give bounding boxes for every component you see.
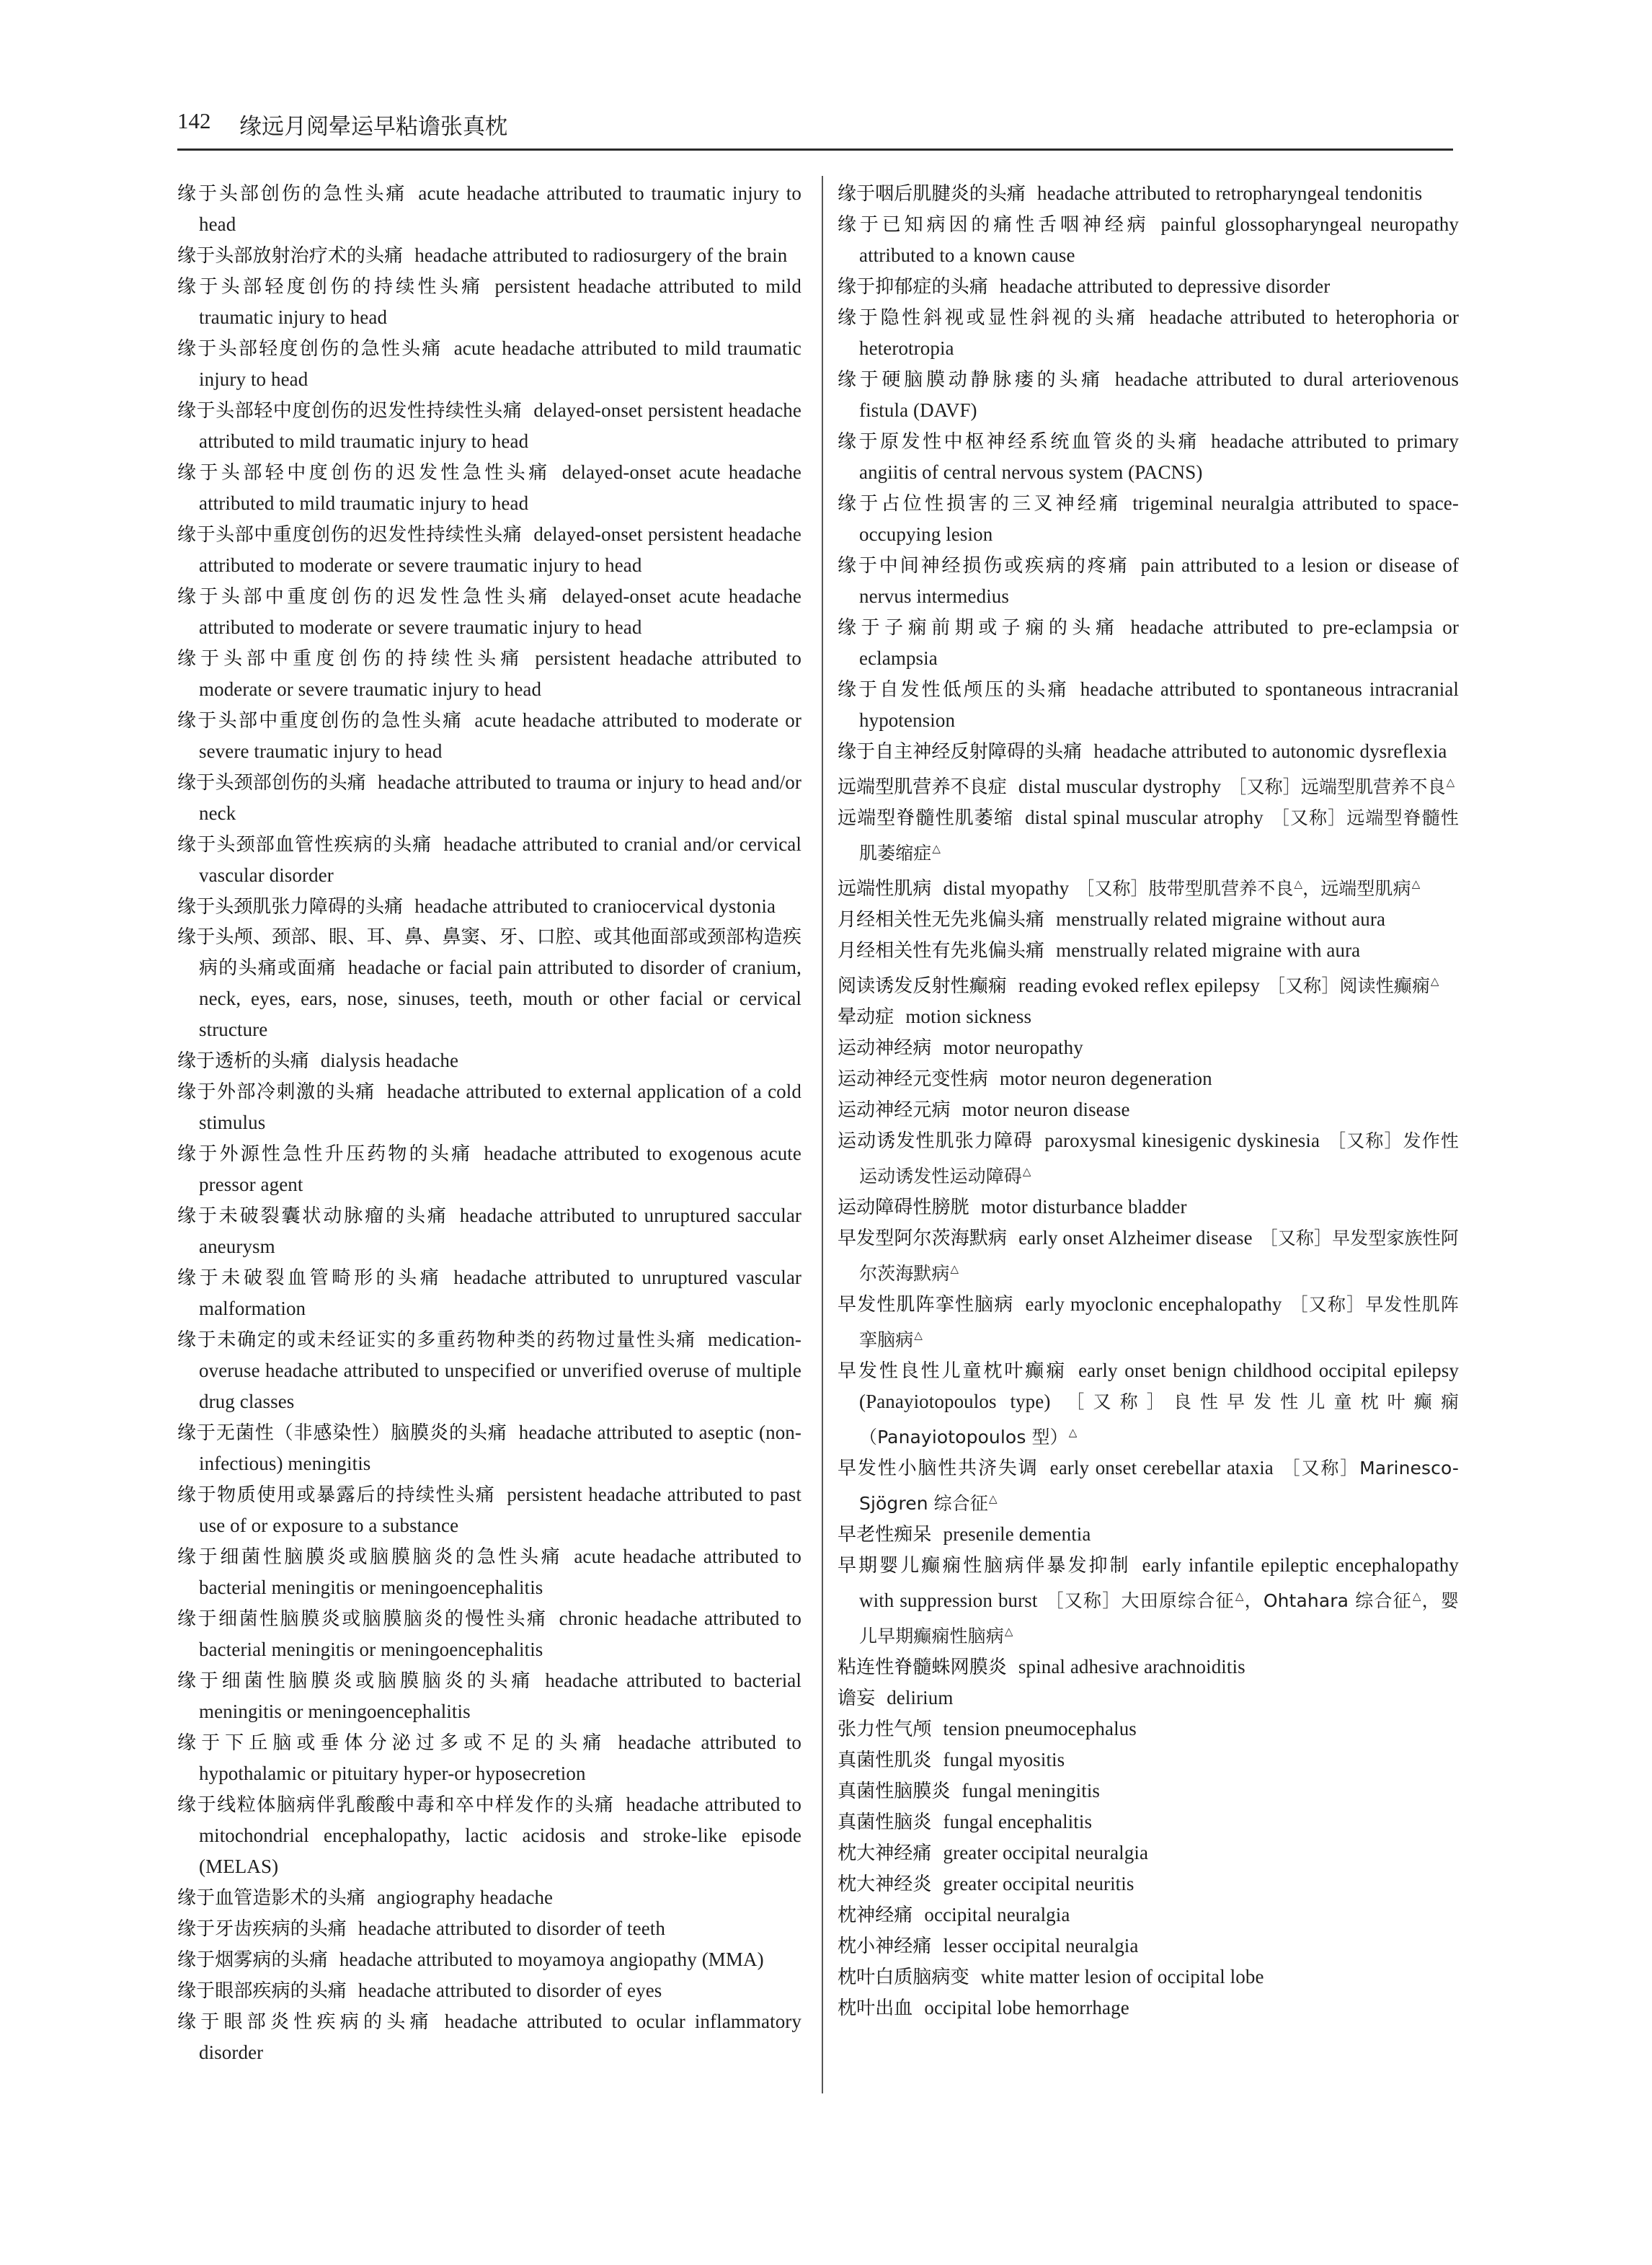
entry-english: greater occipital neuritis (943, 1873, 1134, 1894)
entry-english: reading evoked reflex epilepsy (1018, 975, 1261, 996)
glossary-entry (177, 1324, 801, 1417)
entry-english: headache attributed to cranial and/or cervical vascular disorder (199, 833, 801, 886)
entry-alias: ［又称］良性早发性儿童枕叶癫痫（Panayiotopoulos 型）△ (859, 1391, 1459, 1448)
triangle-mark-icon: △ (1235, 1590, 1245, 1603)
glossary-entry (838, 1931, 1459, 1962)
entry-english: headache attributed to external application of a cold stimulus (199, 1081, 801, 1133)
entry-english: trigeminal neuralgia attributed to space-occupying lesion (859, 492, 1459, 545)
glossary-entry (177, 1944, 801, 1975)
triangle-mark-icon: △ (1068, 1426, 1078, 1439)
entry-english: motion sickness (905, 1006, 1032, 1027)
entry-term: 缘于外部冷刺激的头痛 (177, 1081, 376, 1103)
entry-term: 缘于头部中重度创伤的持续性头痛 (177, 648, 524, 670)
entry-term: 运动神经病 (838, 1037, 932, 1059)
entry-term: 缘于隐性斜视或显性斜视的头痛 (838, 307, 1138, 329)
entry-term: 缘于眼部炎性疾病的头痛 (177, 2011, 433, 2033)
entry-term: 缘于头颅、颈部、眼、耳、鼻、鼻窦、牙、口腔、或其他面部或颈部构造疾病的头痛或面痛 (177, 926, 801, 979)
entry-term: 缘于抑郁症的头痛 (838, 276, 988, 298)
entry-english: menstrually related migraine with aura (1056, 939, 1361, 961)
glossary-entry (177, 1727, 801, 1789)
glossary-entry (838, 802, 1459, 869)
glossary-entry (177, 1789, 801, 1882)
glossary-entry (838, 209, 1459, 271)
entry-english: persistent headache attributed to past use of or exposure to a substance (199, 1484, 801, 1536)
triangle-mark-icon: △ (1022, 1165, 1031, 1178)
column-divider (822, 176, 823, 2093)
triangle-mark-icon: △ (932, 842, 941, 855)
entry-english: painful glossopharyngeal neuropathy attributed to a known cause (859, 213, 1460, 266)
glossary-entry (838, 1125, 1459, 1192)
page-header (177, 108, 1453, 151)
entry-english: angiography headache (377, 1887, 554, 1908)
glossary-entry (177, 891, 801, 922)
glossary-entry (177, 2006, 801, 2068)
entry-term: 月经相关性有先兆偏头痛 (838, 940, 1045, 962)
entry-english: persistent headache attributed to mild traumatic injury to head (199, 275, 801, 328)
running-title: 缘远月阅晕运早粘谵张真枕 (239, 114, 507, 140)
entry-term: 早发性良性儿童枕叶癫痫 (838, 1360, 1067, 1382)
entry-term: 缘于硬脑膜动静脉瘘的头痛 (838, 369, 1103, 391)
entry-alias: ［又称］发作性运动诱发性运动障碍△ (859, 1130, 1459, 1187)
entry-english: headache attributed to disorder of eyes (358, 1980, 662, 2001)
entry-term: 缘于子痫前期或子痫的头痛 (838, 617, 1119, 639)
entry-term: 谵妄 (838, 1688, 876, 1709)
entry-english: occipital neuralgia (924, 1904, 1070, 1925)
entry-term: 缘于原发性中枢神经系统血管炎的头痛 (838, 431, 1200, 453)
entry-term: 缘于血管造影术的头痛 (177, 1887, 366, 1909)
glossary-entry (177, 767, 801, 829)
entry-english: early onset cerebellar ataxia (1049, 1457, 1274, 1479)
entry-term: 缘于头颈部创伤的头痛 (177, 772, 366, 794)
glossary-entry (838, 1683, 1459, 1714)
glossary-entry (177, 1479, 801, 1541)
glossary-entry (177, 1417, 801, 1479)
entry-english: headache attributed to retropharyngeal tendonitis (1037, 182, 1423, 204)
entry-english: headache attributed to unruptured vascular malformation (199, 1267, 801, 1319)
glossary-entry (177, 643, 801, 705)
entry-term: 运动诱发性肌张力障碍 (838, 1130, 1034, 1152)
glossary-entry (838, 966, 1459, 1001)
entry-term: 缘于头部创伤的急性头痛 (177, 183, 407, 205)
entry-english: distal spinal muscular atrophy (1025, 807, 1264, 828)
glossary-entry (177, 519, 801, 581)
glossary-entry (838, 869, 1459, 904)
entry-english: dialysis headache (320, 1050, 459, 1071)
glossary-entry (177, 1076, 801, 1138)
entry-english: headache attributed to spontaneous intracranial hypotension (859, 678, 1459, 731)
entry-english: headache attributed to disorder of teeth (358, 1918, 665, 1939)
glossary-entry (177, 705, 801, 767)
entry-english: occipital lobe hemorrhage (924, 1997, 1129, 2018)
triangle-mark-icon: △ (950, 1262, 959, 1275)
glossary-entry (838, 1094, 1459, 1125)
entry-english: delayed-onset persistent headache attributed to moderate or severe traumatic injury to head (199, 523, 801, 576)
glossary-entry (838, 302, 1459, 364)
glossary-entry (838, 1289, 1459, 1355)
entry-term: 缘于头部轻度创伤的持续性头痛 (177, 276, 484, 298)
glossary-entry (838, 1869, 1459, 1900)
entry-term: 缘于中间神经损伤或疾病的疼痛 (838, 555, 1129, 577)
entry-english: headache attributed to aseptic (non-infectious) meningitis (199, 1422, 802, 1474)
entry-term: 缘于细菌性脑膜炎或脑膜脑炎的头痛 (177, 1670, 534, 1692)
entry-term: 缘于细菌性脑膜炎或脑膜脑炎的急性头痛 (177, 1546, 563, 1568)
entry-english: acute headache attributed to mild traumatic injury to head (199, 337, 801, 390)
entry-term: 缘于自主神经反射障碍的头痛 (838, 741, 1083, 763)
entry-english: headache attributed to radiosurgery of the brain (414, 244, 788, 266)
entry-english: lesser occipital neuralgia (943, 1935, 1139, 1956)
glossary-entry (838, 1838, 1459, 1869)
entry-term: 缘于头颈肌张力障碍的头痛 (177, 896, 404, 918)
entry-term: 缘于头部放射治疗术的头痛 (177, 245, 404, 267)
entry-term: 早老性痴呆 (838, 1524, 932, 1546)
glossary-entry (838, 1453, 1459, 1519)
entry-english: headache attributed to dural arteriovenous fistula (DAVF) (859, 368, 1459, 421)
entry-english: early onset Alzheimer disease (1018, 1227, 1253, 1249)
entry-english: headache attributed to hypothalamic or pituitary hyper-or hyposecretion (199, 1732, 801, 1784)
entry-english: motor neuron degeneration (999, 1068, 1212, 1089)
entry-term: 缘于外源性急性升压药物的头痛 (177, 1143, 473, 1165)
glossary-entry (838, 488, 1459, 550)
glossary-entry (177, 1913, 801, 1944)
entry-term: 枕大神经痛 (838, 1843, 932, 1864)
entry-term: 早发性肌阵挛性脑病 (838, 1294, 1014, 1316)
entry-term: 运动障碍性膀胱 (838, 1197, 969, 1218)
glossary-entry (838, 1001, 1459, 1032)
glossary-entry (838, 736, 1459, 767)
entry-term: 缘于牙齿疾病的头痛 (177, 1918, 347, 1940)
entry-english: headache attributed to ocular inflammatory disorder (199, 2011, 801, 2063)
glossary-entry (177, 395, 801, 457)
glossary-entry (838, 1993, 1459, 2024)
entry-term: 枕叶白质脑病变 (838, 1967, 969, 1988)
entry-term: 缘于未确定的或未经证实的多重药物种类的药物过量性头痛 (177, 1329, 696, 1351)
entry-term: 远端型脊髓性肌萎缩 (838, 807, 1014, 829)
entry-term: 早发型阿尔茨海默病 (838, 1228, 1008, 1249)
triangle-mark-icon: △ (1294, 877, 1303, 890)
entry-english: motor neuropathy (943, 1037, 1083, 1058)
entry-english: delirium (887, 1687, 954, 1708)
entry-english: acute headache attributed to moderate or severe traumatic injury to head (199, 709, 802, 762)
entry-english: motor disturbance bladder (980, 1196, 1187, 1218)
glossary-entry (838, 767, 1459, 802)
glossary-entry (838, 1652, 1459, 1683)
glossary-entry (177, 1975, 801, 2006)
glossary-entry (177, 1665, 801, 1727)
glossary-entry (838, 1962, 1459, 1993)
entry-term: 缘于未破裂血管畸形的头痛 (177, 1267, 443, 1289)
glossary-entry (838, 612, 1459, 674)
glossary-entry (177, 1541, 801, 1603)
entry-term: 缘于头部中重度创伤的迟发性急性头痛 (177, 586, 551, 608)
glossary-entry (838, 1550, 1459, 1652)
entry-english: delayed-onset persistent headache attributed to mild traumatic injury to head (199, 399, 801, 452)
entry-english: persistent headache attributed to moderate or severe traumatic injury to head (199, 647, 801, 700)
glossary-entry (838, 1745, 1459, 1776)
glossary-entry (177, 333, 801, 395)
entry-term: 早发性小脑性共济失调 (838, 1458, 1039, 1479)
entry-term: 缘于占位性损害的三叉神经痛 (838, 493, 1122, 515)
entry-english: headache attributed to depressive disorder (999, 275, 1331, 297)
entry-english: headache attributed to mitochondrial encephalopathy, lactic acidosis and stroke-like episode (MELAS) (199, 1794, 802, 1877)
entry-english: medication-overuse headache attributed to unspecified or unverified overuse of multiple drug classes (199, 1329, 801, 1412)
right-column (838, 178, 1459, 2024)
entry-term: 缘于线粒体脑病伴乳酸酸中毒和卒中样发作的头痛 (177, 1794, 615, 1816)
entry-term: 枕大神经炎 (838, 1874, 932, 1895)
glossary-entry (177, 1138, 801, 1200)
entry-alias: ［又称］Marinesco-Sjögren 综合征△ (859, 1458, 1459, 1514)
glossary-entry (838, 550, 1459, 612)
entry-english: acute headache attributed to traumatic injury to head (199, 182, 801, 235)
triangle-mark-icon: △ (1412, 1590, 1422, 1603)
entry-term: 远端型肌营养不良症 (838, 776, 1007, 798)
entry-english: paroxysmal kinesigenic dyskinesia (1044, 1130, 1320, 1151)
glossary-entry (177, 271, 801, 333)
entry-term: 缘于头颈部血管性疾病的头痛 (177, 834, 432, 856)
entry-english: headache attributed to primary angiitis of central nervous system (PACNS) (859, 430, 1460, 483)
glossary-entry (838, 1900, 1459, 1931)
entry-english: fungal myositis (943, 1749, 1065, 1770)
glossary-entry (177, 178, 801, 240)
entry-term: 缘于头部轻中度创伤的迟发性持续性头痛 (177, 400, 523, 422)
entry-term: 缘于未破裂囊状动脉瘤的头痛 (177, 1205, 448, 1227)
triangle-mark-icon: △ (1430, 975, 1439, 988)
triangle-mark-icon: △ (1004, 1625, 1013, 1638)
entry-term: 缘于物质使用或暴露后的持续性头痛 (177, 1484, 496, 1506)
triangle-mark-icon: △ (1411, 877, 1421, 890)
entry-term: 缘于咽后肌腱炎的头痛 (838, 183, 1026, 205)
entry-english: headache attributed to autonomic dysreflexia (1093, 740, 1447, 762)
left-column (177, 178, 801, 2068)
triangle-mark-icon: △ (914, 1329, 923, 1342)
glossary-entry (838, 1714, 1459, 1745)
entry-english: headache attributed to bacterial meningitis or meningoencephalitis (199, 1670, 801, 1722)
entry-term: 真菌性肌炎 (838, 1750, 932, 1771)
glossary-entry (838, 271, 1459, 302)
glossary-entry (838, 1063, 1459, 1094)
entry-english: chronic headache attributed to bacterial meningitis or meningoencephalitis (199, 1608, 801, 1660)
entry-english: acute headache attributed to bacterial meningitis or meningoencephalitis (199, 1546, 801, 1598)
entry-term: 阅读诱发反射性癫痫 (838, 975, 1007, 997)
glossary-entry (177, 240, 801, 271)
glossary-entry (838, 1355, 1459, 1453)
entry-term: 缘于头部中重度创伤的迟发性持续性头痛 (177, 524, 523, 546)
entry-english: spinal adhesive arachnoiditis (1018, 1656, 1245, 1677)
entry-english: delayed-onset acute headache attributed to moderate or severe traumatic injury to head (199, 585, 802, 638)
entry-term: 缘于无菌性（非感染性）脑膜炎的头痛 (177, 1422, 507, 1444)
glossary-entry (838, 178, 1459, 209)
entry-english: headache attributed to heterophoria or heterotropia (859, 306, 1459, 359)
entry-term: 缘于头部轻度创伤的急性头痛 (177, 338, 443, 360)
glossary-entry (838, 1192, 1459, 1223)
entry-english: headache attributed to unruptured saccular aneurysm (199, 1205, 801, 1257)
entry-english: greater occipital neuralgia (943, 1842, 1149, 1863)
entry-term: 晕动症 (838, 1006, 894, 1028)
entry-alias: ［又称］早发性肌阵挛脑病△ (859, 1294, 1459, 1350)
entry-alias: ［又称］肢带型肌营养不良△，远端型肌病△ (1076, 877, 1421, 899)
entry-term: 真菌性脑炎 (838, 1812, 932, 1833)
entry-alias: ［又称］远端型脊髓性肌萎缩症△ (859, 807, 1459, 864)
entry-english: delayed-onset acute headache attributed to mild traumatic injury to head (199, 461, 802, 514)
entry-term: 缘于透析的头痛 (177, 1050, 309, 1072)
entry-english: headache attributed to moyamoya angiopathy (MMA) (339, 1949, 764, 1970)
entry-english: pain attributed to a lesion or disease of nervus intermedius (859, 554, 1459, 607)
entry-term: 月经相关性无先兆偏头痛 (838, 909, 1045, 931)
glossary-entry (838, 1223, 1459, 1289)
entry-english: motor neuron disease (962, 1099, 1130, 1120)
glossary-entry (177, 1882, 801, 1913)
entry-english: headache attributed to exogenous acute pressor agent (199, 1143, 801, 1195)
glossary-entry (838, 935, 1459, 966)
entry-term: 粘连性脊髓蛛网膜炎 (838, 1657, 1007, 1678)
glossary-entry (838, 1032, 1459, 1063)
entry-term: 缘于下丘脑或垂体分泌过多或不足的头痛 (177, 1732, 607, 1754)
entry-english: headache attributed to trauma or injury to head and/or neck (199, 771, 801, 824)
entry-term: 缘于细菌性脑膜炎或脑膜脑炎的慢性头痛 (177, 1608, 548, 1630)
entry-term: 运动神经元病 (838, 1099, 951, 1121)
entry-term: 枕小神经痛 (838, 1936, 932, 1957)
entry-english: white matter lesion of occipital lobe (980, 1966, 1264, 1987)
glossary-entry (838, 1807, 1459, 1838)
entry-alias: ［又称］早发型家族性阿尔茨海默病△ (859, 1228, 1459, 1284)
entry-english: early onset benign childhood occipital epilepsy (Panayiotopoulos type) (859, 1360, 1459, 1412)
glossary-entry (177, 1262, 801, 1324)
entry-term: 真菌性脑膜炎 (838, 1781, 951, 1802)
page-number: 142 (177, 108, 211, 133)
entry-english: early infantile epileptic encephalopathy with suppression burst (859, 1554, 1459, 1611)
entry-term: 缘于头部中重度创伤的急性头痛 (177, 710, 463, 732)
entry-alias: ［又称］阅读性癫痫△ (1267, 975, 1439, 996)
glossary-entry (177, 1200, 801, 1262)
entry-term: 枕叶出血 (838, 1998, 913, 2019)
entry-english: distal myopathy (943, 877, 1070, 899)
entry-english: headache attributed to pre-eclampsia or eclampsia (859, 616, 1459, 669)
glossary-entry (838, 364, 1459, 426)
entry-term: 枕神经痛 (838, 1905, 913, 1926)
glossary-entry (177, 457, 801, 519)
entry-english: menstrually related migraine without aura (1056, 908, 1386, 930)
entry-english: fungal meningitis (962, 1780, 1101, 1801)
entry-term: 缘于眼部疾病的头痛 (177, 1980, 347, 2002)
glossary-entry (838, 1519, 1459, 1550)
entry-english: tension pneumocephalus (943, 1718, 1137, 1739)
triangle-mark-icon: △ (1446, 776, 1455, 789)
glossary-entry (177, 922, 801, 1045)
glossary-entry (838, 674, 1459, 736)
entry-alias: ［又称］大田原综合征△，Ohtahara 综合征△，婴儿早期癫痫性脑病△ (859, 1590, 1459, 1646)
entry-term: 运动神经元变性病 (838, 1068, 988, 1090)
entry-term: 缘于烟雾病的头痛 (177, 1949, 328, 1971)
entry-term: 缘于头部轻中度创伤的迟发性急性头痛 (177, 462, 551, 484)
glossary-entry (177, 581, 801, 643)
entry-alias: ［又称］远端型肌营养不良△ (1228, 776, 1455, 797)
entry-english: headache attributed to craniocervical dystonia (414, 895, 776, 917)
entry-english: headache or facial pain attributed to disorder of cranium, neck, eyes, ears, nose, sinuses, teeth, mouth or other facial or cervical structure (199, 957, 801, 1040)
entry-english: early myoclonic encephalopathy (1025, 1293, 1282, 1315)
entry-term: 早期婴儿癫痫性脑病伴暴发抑制 (838, 1555, 1131, 1577)
glossary-entry (177, 1045, 801, 1076)
entry-term: 缘于自发性低颅压的头痛 (838, 679, 1069, 701)
entry-english: distal muscular dystrophy (1018, 776, 1222, 797)
glossary-entry (838, 904, 1459, 935)
glossary-entry (177, 1603, 801, 1665)
triangle-mark-icon: △ (988, 1492, 998, 1505)
glossary-entry (838, 1776, 1459, 1807)
entry-english: fungal encephalitis (943, 1811, 1093, 1832)
entry-english: presenile dementia (943, 1523, 1091, 1545)
entry-term: 张力性气颅 (838, 1719, 932, 1740)
entry-term: 缘于已知病因的痛性舌咽神经病 (838, 214, 1150, 236)
entry-term: 远端性肌病 (838, 878, 932, 900)
glossary-entry (838, 426, 1459, 488)
glossary-entry (177, 829, 801, 891)
